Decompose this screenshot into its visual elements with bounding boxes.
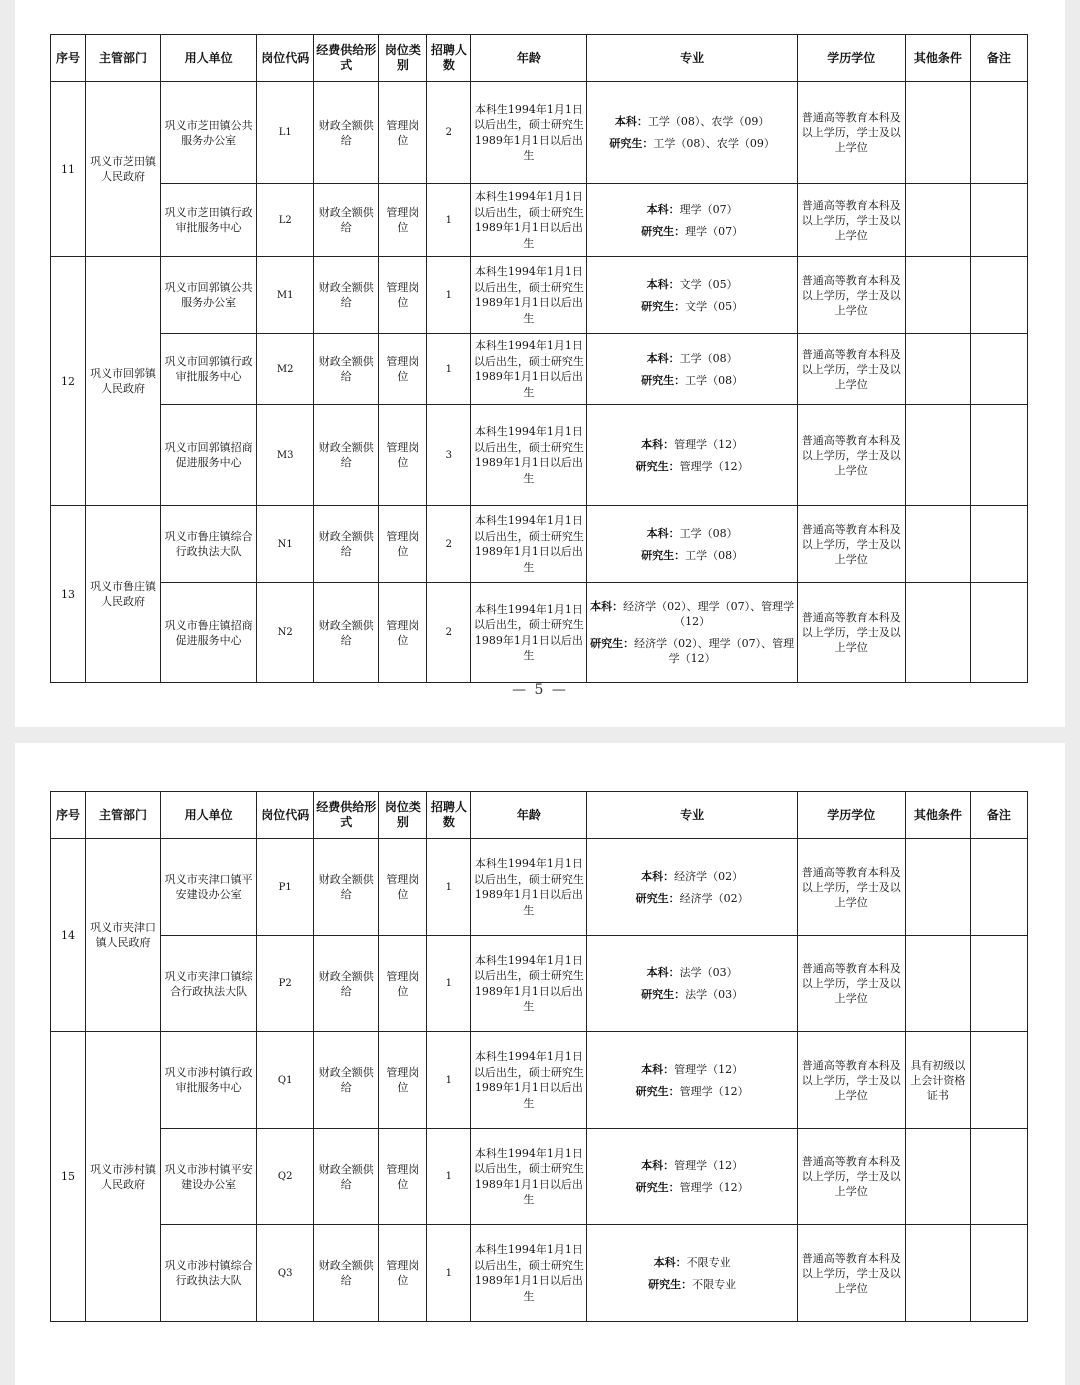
- grad-label: 研究生：: [635, 459, 680, 473]
- cell-other: [905, 506, 970, 583]
- table-row: [51, 1032, 1028, 1129]
- cell-code: M2: [257, 334, 314, 405]
- major-grad: [587, 224, 796, 239]
- undergrad-value: 不限专业: [686, 1255, 731, 1269]
- undergrad-value: 工学（08）、农学（09）: [647, 115, 770, 128]
- header-seq: 序号: [51, 792, 86, 839]
- cell-degree: 普通高等教育本科及以上学历，学士及以上学位: [797, 839, 905, 936]
- cell-category: 管理岗位: [379, 1225, 427, 1322]
- cell-note: [970, 1225, 1027, 1322]
- grad-value: 经济学（02）、理学（07）、管理学（12）: [634, 637, 795, 665]
- cell-category: 管理岗位: [379, 1032, 427, 1129]
- grad-label: 研究生：: [635, 1181, 680, 1194]
- major-grad: [587, 459, 796, 474]
- undergrad-label: 本科：: [641, 1062, 675, 1076]
- cell-code: P1: [257, 839, 314, 936]
- cell-funding: 财政全额供给: [314, 839, 379, 936]
- major-undergrad: [587, 1255, 796, 1270]
- cell-major: [587, 839, 797, 936]
- cell-funding: 财政全额供给: [314, 583, 379, 683]
- cell-seq: 13: [51, 506, 86, 683]
- undergrad-label: 本科：: [641, 869, 675, 883]
- grad-value: 工学（08）、农学（09）: [653, 137, 775, 150]
- undergrad-label: 本科：: [646, 351, 680, 365]
- cell-degree: 普通高等教育本科及以上学历，学士及以上学位: [797, 1225, 905, 1322]
- undergrad-label: 本科：: [646, 526, 680, 540]
- grad-label: 研究生：: [641, 299, 686, 313]
- cell-dept: 巩义市鲁庄镇人民政府: [86, 506, 161, 683]
- table-row: [51, 82, 1028, 184]
- major-undergrad: [587, 351, 796, 366]
- document-page-2: [15, 743, 1065, 1385]
- major-undergrad: [587, 869, 796, 884]
- cell-code: Q1: [257, 1032, 314, 1129]
- table-row: [51, 257, 1028, 334]
- major-grad: [587, 548, 796, 563]
- cell-count: 1: [427, 334, 471, 405]
- cell-major: [587, 1129, 797, 1225]
- cell-unit: 巩义市回郭镇公共服务办公室: [161, 257, 257, 334]
- cell-degree: 普通高等教育本科及以上学历，学士及以上学位: [797, 82, 905, 184]
- major-undergrad: [587, 1062, 796, 1077]
- cell-seq: 12: [51, 257, 86, 506]
- header-dept: 主管部门: [86, 35, 161, 82]
- cell-degree: 普通高等教育本科及以上学历，学士及以上学位: [797, 936, 905, 1032]
- grad-label: 研究生：: [641, 373, 686, 387]
- major-undergrad: [587, 965, 796, 980]
- grad-value: 工学（08）: [685, 548, 744, 562]
- cell-note: [970, 334, 1027, 405]
- cell-category: 管理岗位: [379, 583, 427, 683]
- header-major: 专业: [587, 792, 797, 839]
- cell-degree: 普通高等教育本科及以上学历，学士及以上学位: [797, 184, 905, 257]
- header-count: 招聘人数: [427, 792, 471, 839]
- major-grad: [587, 1277, 796, 1292]
- cell-degree: 普通高等教育本科及以上学历，学士及以上学位: [797, 405, 905, 506]
- header-funding: 经费供给形式: [314, 35, 379, 82]
- header-unit: 用人单位: [161, 35, 257, 82]
- cell-category: 管理岗位: [379, 184, 427, 257]
- grad-value: 文学（05）: [685, 299, 744, 313]
- undergrad-value: 理学（07）: [679, 202, 738, 216]
- cell-note: [970, 839, 1027, 936]
- major-undergrad: [587, 202, 796, 217]
- table-row: [51, 1225, 1028, 1322]
- cell-degree: 普通高等教育本科及以上学历，学士及以上学位: [797, 583, 905, 683]
- cell-note: [970, 405, 1027, 506]
- cell-code: N1: [257, 506, 314, 583]
- undergrad-value: 法学（03）: [679, 966, 738, 979]
- cell-category: 管理岗位: [379, 334, 427, 405]
- header-unit: 用人单位: [161, 792, 257, 839]
- header-row: [51, 35, 1028, 82]
- cell-unit: 巩义市夹津口镇综合行政执法大队: [161, 936, 257, 1032]
- cell-unit: 巩义市芝田镇行政审批服务中心: [161, 184, 257, 257]
- cell-unit: 巩义市芝田镇公共服务办公室: [161, 82, 257, 184]
- table-row: [51, 839, 1028, 936]
- cell-funding: 财政全额供给: [314, 82, 379, 184]
- cell-category: 管理岗位: [379, 1129, 427, 1225]
- header-note: 备注: [970, 792, 1027, 839]
- cell-category: 管理岗位: [379, 82, 427, 184]
- cell-unit: 巩义市涉村镇行政审批服务中心: [161, 1032, 257, 1129]
- cell-count: 1: [427, 1129, 471, 1225]
- cell-dept: 巩义市涉村镇人民政府: [86, 1032, 161, 1322]
- cell-category: 管理岗位: [379, 839, 427, 936]
- cell-code: L1: [257, 82, 314, 184]
- cell-count: 1: [427, 839, 471, 936]
- cell-seq: 11: [51, 82, 86, 257]
- undergrad-value: 文学（05）: [679, 277, 738, 291]
- cell-age: 本科生1994年1月1日以后出生，硕士研究生1989年1月1日以后出生: [471, 583, 587, 683]
- cell-note: [970, 506, 1027, 583]
- cell-note: [970, 936, 1027, 1032]
- header-funding: 经费供给形式: [314, 792, 379, 839]
- cell-age: 本科生1994年1月1日以后出生，硕士研究生1989年1月1日以后出生: [471, 334, 587, 405]
- cell-note: [970, 1129, 1027, 1225]
- cell-major: [587, 257, 797, 334]
- cell-other: [905, 257, 970, 334]
- cell-major: [587, 82, 797, 184]
- cell-funding: 财政全额供给: [314, 257, 379, 334]
- page-number: — 5 —: [512, 682, 568, 698]
- cell-degree: 普通高等教育本科及以上学历，学士及以上学位: [797, 1129, 905, 1225]
- header-seq: 序号: [51, 35, 86, 82]
- cell-other: [905, 839, 970, 936]
- cell-funding: 财政全额供给: [314, 1225, 379, 1322]
- grad-value: 经济学（02）: [679, 891, 749, 905]
- undergrad-value: 管理学（12）: [674, 1062, 744, 1076]
- undergrad-label: 本科：: [641, 1159, 675, 1172]
- header-count: 招聘人数: [427, 35, 471, 82]
- cell-count: 2: [427, 583, 471, 683]
- major-grad: [587, 636, 796, 666]
- cell-degree: 普通高等教育本科及以上学历，学士及以上学位: [797, 506, 905, 583]
- cell-note: [970, 82, 1027, 184]
- major-undergrad: [587, 277, 796, 292]
- cell-age: 本科生1994年1月1日以后出生，硕士研究生1989年1月1日以后出生: [471, 1129, 587, 1225]
- header-dept: 主管部门: [86, 792, 161, 839]
- grad-label: 研究生：: [641, 988, 686, 1001]
- cell-degree: 普通高等教育本科及以上学历，学士及以上学位: [797, 1032, 905, 1129]
- major-undergrad: [587, 114, 796, 129]
- cell-other: [905, 1225, 970, 1322]
- grad-label: 研究生：: [609, 137, 654, 150]
- undergrad-value: 工学（08）: [679, 526, 738, 540]
- cell-funding: 财政全额供给: [314, 1129, 379, 1225]
- header-age: 年龄: [471, 792, 587, 839]
- cell-count: 2: [427, 506, 471, 583]
- cell-count: 1: [427, 1032, 471, 1129]
- cell-major: [587, 184, 797, 257]
- cell-other: [905, 334, 970, 405]
- header-code: 岗位代码: [257, 35, 314, 82]
- undergrad-value: 工学（08）: [679, 351, 738, 365]
- cell-degree: 普通高等教育本科及以上学历，学士及以上学位: [797, 334, 905, 405]
- undergrad-value: 经济学（02）: [674, 869, 744, 883]
- grad-value: 法学（03）: [685, 988, 744, 1001]
- cell-dept: 巩义市夹津口镇人民政府: [86, 839, 161, 1032]
- major-undergrad: [587, 1158, 796, 1173]
- header-degree: 学历学位: [797, 792, 905, 839]
- header-code: 岗位代码: [257, 792, 314, 839]
- table-row: [51, 334, 1028, 405]
- cell-count: 1: [427, 184, 471, 257]
- cell-seq: 14: [51, 839, 86, 1032]
- recruitment-table-page-1: [50, 34, 1028, 683]
- cell-age: 本科生1994年1月1日以后出生，硕士研究生1989年1月1日以后出生: [471, 1225, 587, 1322]
- undergrad-label: 本科：: [646, 202, 680, 216]
- undergrad-label: 本科：: [614, 115, 648, 128]
- cell-code: Q2: [257, 1129, 314, 1225]
- header-major: 专业: [587, 35, 797, 82]
- table-row: [51, 936, 1028, 1032]
- cell-age: 本科生1994年1月1日以后出生，硕士研究生1989年1月1日以后出生: [471, 506, 587, 583]
- cell-funding: 财政全额供给: [314, 506, 379, 583]
- cell-major: [587, 583, 797, 683]
- grad-value: 工学（08）: [685, 373, 744, 387]
- table-row: [51, 184, 1028, 257]
- undergrad-value: 管理学（12）: [674, 1159, 744, 1172]
- cell-unit: 巩义市鲁庄镇招商促进服务中心: [161, 583, 257, 683]
- cell-age: 本科生1994年1月1日以后出生，硕士研究生1989年1月1日以后出生: [471, 257, 587, 334]
- header-other: 其他条件: [905, 792, 970, 839]
- cell-code: N2: [257, 583, 314, 683]
- undergrad-label: 本科：: [646, 966, 680, 979]
- cell-unit: 巩义市涉村镇平安建设办公室: [161, 1129, 257, 1225]
- header-degree: 学历学位: [797, 35, 905, 82]
- cell-age: 本科生1994年1月1日以后出生，硕士研究生1989年1月1日以后出生: [471, 82, 587, 184]
- cell-seq: 15: [51, 1032, 86, 1322]
- cell-count: 1: [427, 1225, 471, 1322]
- cell-code: P2: [257, 936, 314, 1032]
- cell-unit: 巩义市回郭镇行政审批服务中心: [161, 334, 257, 405]
- table-row: [51, 1129, 1028, 1225]
- grad-label: 研究生：: [635, 1084, 680, 1098]
- major-grad: [587, 987, 796, 1002]
- cell-major: [587, 506, 797, 583]
- header-age: 年龄: [471, 35, 587, 82]
- cell-age: 本科生1994年1月1日以后出生，硕士研究生1989年1月1日以后出生: [471, 839, 587, 936]
- cell-funding: 财政全额供给: [314, 405, 379, 506]
- cell-other: [905, 405, 970, 506]
- cell-note: [970, 1032, 1027, 1129]
- cell-code: L2: [257, 184, 314, 257]
- cell-other: [905, 82, 970, 184]
- cell-code: Q3: [257, 1225, 314, 1322]
- cell-other: [905, 1129, 970, 1225]
- cell-funding: 财政全额供给: [314, 184, 379, 257]
- cell-age: 本科生1994年1月1日以后出生，硕士研究生1989年1月1日以后出生: [471, 936, 587, 1032]
- header-note: 备注: [970, 35, 1027, 82]
- undergrad-label: 本科：: [646, 277, 680, 291]
- grad-label: 研究生：: [641, 548, 686, 562]
- header-category: 岗位类别: [379, 792, 427, 839]
- cell-unit: 巩义市夹津口镇平安建设办公室: [161, 839, 257, 936]
- cell-other: [905, 936, 970, 1032]
- cell-major: [587, 405, 797, 506]
- major-grad: [587, 891, 796, 906]
- undergrad-label: 本科：: [641, 437, 675, 451]
- grad-value: 管理学（12）: [679, 459, 749, 473]
- cell-note: [970, 583, 1027, 683]
- recruitment-table-page-2: [50, 791, 1028, 1322]
- cell-note: [970, 184, 1027, 257]
- cell-code: M3: [257, 405, 314, 506]
- undergrad-value: 管理学（12）: [674, 437, 744, 451]
- document-page-1: [15, 0, 1065, 727]
- cell-count: 2: [427, 82, 471, 184]
- grad-value: 理学（07）: [685, 224, 744, 238]
- grad-value: 管理学（12）: [679, 1181, 749, 1194]
- cell-count: 1: [427, 257, 471, 334]
- cell-count: 1: [427, 936, 471, 1032]
- cell-major: [587, 1225, 797, 1322]
- cell-age: 本科生1994年1月1日以后出生，硕士研究生1989年1月1日以后出生: [471, 184, 587, 257]
- header-row: [51, 792, 1028, 839]
- major-grad: [587, 299, 796, 314]
- cell-unit: 巩义市回郭镇招商促进服务中心: [161, 405, 257, 506]
- cell-unit: 巩义市鲁庄镇综合行政执法大队: [161, 506, 257, 583]
- undergrad-value: 经济学（02）、理学（07）、管理学（12）: [623, 600, 795, 628]
- cell-age: 本科生1994年1月1日以后出生，硕士研究生1989年1月1日以后出生: [471, 405, 587, 506]
- cell-unit: 巩义市涉村镇综合行政执法大队: [161, 1225, 257, 1322]
- grad-label: 研究生：: [590, 637, 635, 650]
- cell-count: 3: [427, 405, 471, 506]
- major-grad: [587, 1180, 796, 1195]
- cell-category: 管理岗位: [379, 257, 427, 334]
- cell-major: [587, 1032, 797, 1129]
- grad-label: 研究生：: [641, 224, 686, 238]
- major-undergrad: [587, 599, 796, 629]
- cell-note: [970, 257, 1027, 334]
- grad-value: 不限专业: [692, 1277, 737, 1291]
- cell-other: 具有初级以上会计资格证书: [905, 1032, 970, 1129]
- cell-other: [905, 583, 970, 683]
- cell-other: [905, 184, 970, 257]
- cell-category: 管理岗位: [379, 936, 427, 1032]
- cell-code: M1: [257, 257, 314, 334]
- cell-funding: 财政全额供给: [314, 936, 379, 1032]
- cell-major: [587, 334, 797, 405]
- cell-category: 管理岗位: [379, 405, 427, 506]
- header-category: 岗位类别: [379, 35, 427, 82]
- table-row: [51, 506, 1028, 583]
- major-grad: [587, 1084, 796, 1099]
- header-other: 其他条件: [905, 35, 970, 82]
- table-row: [51, 583, 1028, 683]
- cell-funding: 财政全额供给: [314, 334, 379, 405]
- major-undergrad: [587, 526, 796, 541]
- cell-degree: 普通高等教育本科及以上学历，学士及以上学位: [797, 257, 905, 334]
- cell-funding: 财政全额供给: [314, 1032, 379, 1129]
- major-undergrad: [587, 437, 796, 452]
- undergrad-label: 本科：: [590, 600, 624, 613]
- grad-value: 管理学（12）: [679, 1084, 749, 1098]
- cell-dept: 巩义市芝田镇人民政府: [86, 82, 161, 257]
- grad-label: 研究生：: [648, 1277, 693, 1291]
- major-grad: [587, 136, 796, 151]
- major-grad: [587, 373, 796, 388]
- table-row: [51, 405, 1028, 506]
- cell-age: 本科生1994年1月1日以后出生，硕士研究生1989年1月1日以后出生: [471, 1032, 587, 1129]
- grad-label: 研究生：: [635, 891, 680, 905]
- cell-major: [587, 936, 797, 1032]
- cell-category: 管理岗位: [379, 506, 427, 583]
- cell-dept: 巩义市回郭镇人民政府: [86, 257, 161, 506]
- undergrad-label: 本科：: [653, 1255, 687, 1269]
